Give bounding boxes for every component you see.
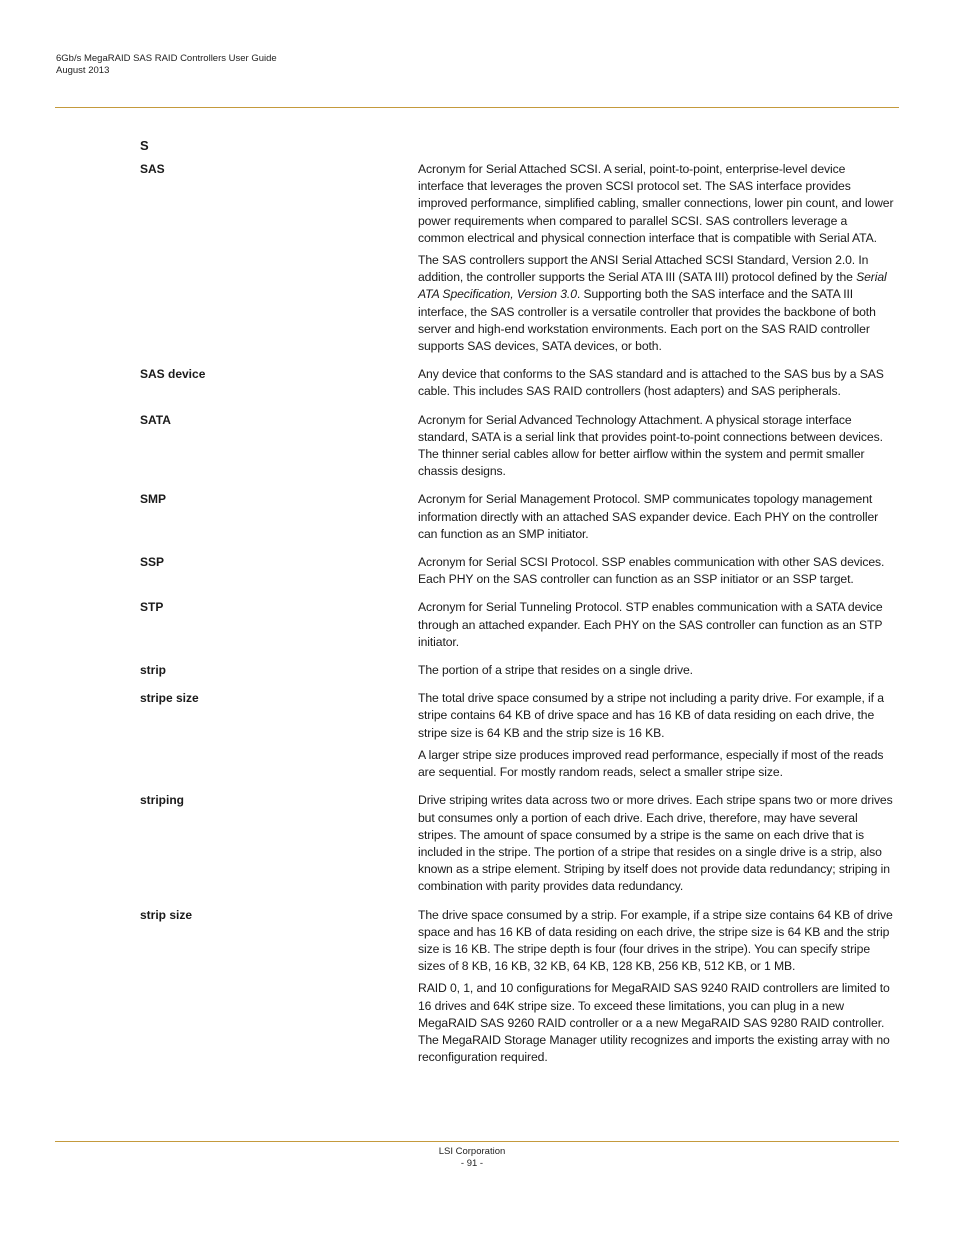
definition-text: Acronym for Serial Advanced Technology Attachment. A physical storage interface standard, SATA is a serial link that provides point-to-point connections between devices. The thinner serial cables allow for better airflow within the system and permit smaller chassis designs.: [418, 412, 883, 479]
glossary-term: striping: [140, 793, 184, 808]
cited-title: Serial ATA Specification, Version 3.0: [418, 270, 887, 302]
glossary-definition: [418, 412, 894, 486]
definition-text: The SAS controllers support the ANSI Serial Attached SCSI Standard, Version 2.0. In addition, the controller supports the Serial ATA III (SATA III) protocol defined by the: [418, 253, 869, 285]
glossary-term: SSP: [140, 555, 165, 570]
definition-paragraph: [418, 980, 894, 1066]
page-footer: [0, 1146, 944, 1170]
definition-paragraph: [418, 690, 894, 742]
glossary-entry: [140, 599, 898, 656]
definition-paragraph: [418, 907, 894, 976]
definition-text: . Supporting both the SAS interface and the SATA III interface, the SAS controller is a versatile controller that provides the backbone of both server and high-end workstation environments. Each port on the SAS RAID controller supports SAS devices, SATA devices, or both.: [418, 287, 876, 354]
glossary-term: SAS: [140, 162, 165, 176]
definition-paragraph: [418, 161, 894, 247]
definition-paragraph: [418, 491, 894, 543]
definition-paragraph: [418, 252, 894, 355]
glossary-term: strip size: [140, 907, 193, 922]
definition-text: Acronym for Serial Management Protocol. SMP communicates topology management information directly with an attached SAS expander device. Each PHY on the controller can function as an SMP initiator.: [418, 492, 879, 541]
definition-text: A larger stripe size produces improved read performance, especially if most of the reads are sequential. For mostly random reads, select a smaller stripe size.: [418, 747, 884, 780]
glossary-definition: [418, 599, 894, 656]
glossary-definition: [418, 662, 894, 684]
glossary-entry: [140, 792, 898, 900]
glossary-term: STP: [140, 600, 164, 615]
definition-text: Any device that conforms to the SAS standard and is attached to the SAS bus by a SAS cable. This includes SAS RAID controllers (host adapters) and SAS peripherals.: [418, 367, 884, 399]
definition-paragraph: [418, 747, 894, 781]
definition-text: The drive space consumed by a strip. For example, if a stripe size contains 64 KB of drive space and has 16 KB of data residing on each drive, the stripe size is 64 KB and the strip size is 16 KB. The stripe depth is four (four drives in the stripe). You can specify stripe sizes of 8 KB, 16 KB, 32 KB, 64 KB, 128 KB, 256 KB, 512 KB, or 1 MB.: [418, 907, 893, 974]
glossary-entry: [140, 412, 898, 486]
definition-paragraph: [418, 599, 894, 651]
glossary-entry: [140, 907, 898, 1072]
glossary-entry: [140, 491, 898, 548]
glossary-list: [140, 161, 898, 1077]
glossary-definition: [418, 690, 894, 786]
glossary-term: stripe size: [140, 691, 199, 706]
document-date: August 2013: [56, 65, 110, 76]
header-divider: [55, 107, 899, 108]
glossary-definition: [418, 907, 894, 1072]
glossary-definition: [418, 161, 894, 360]
section-letter: S: [140, 138, 149, 153]
glossary-entry: [140, 161, 898, 360]
document-title: 6Gb/s MegaRAID SAS RAID Controllers User Guide: [56, 53, 277, 64]
glossary-definition: [418, 554, 894, 593]
footer-company: LSI Corporation: [438, 1146, 506, 1157]
definition-paragraph: [418, 662, 894, 679]
definition-paragraph: [418, 412, 894, 481]
definition-paragraph: [418, 366, 894, 400]
glossary-term: SATA: [140, 412, 171, 427]
definition-paragraph: [418, 792, 894, 895]
definition-text: Acronym for Serial SCSI Protocol. SSP enables communication with other SAS devices. Each PHY on the SAS controller can function as an SSP initiator or an SSP target.: [418, 555, 885, 587]
definition-text: Acronym for Serial Attached SCSI. A serial, point-to-point, enterprise-level device interface that leverages the proven SCSI protocol set. The SAS interface provides improved performance, simplified cabling, smaller connections, lower pin count, and lower power requirements when compared to parallel SCSI. SAS controllers leverage a common electrical and physical connection interface that is compatible with Serial ATA.: [418, 162, 894, 245]
glossary-definition: [418, 366, 894, 405]
glossary-entry: [140, 366, 898, 405]
glossary-definition: [418, 792, 894, 900]
definition-text: Drive striping writes data across two or more drives. Each stripe spans two or more drives but consumes only a portion of each drive. Each drive, therefore, may have several stripes. The amount of space consumed by a stripe is the same on each drive that is included in the stripe. The portion of a stripe that resides on a single drive is a strip, also known as a stripe element. Striping by itself does not provide data redundancy; striping in combination with parity provides data redundancy.: [418, 793, 893, 894]
definition-text: The total drive space consumed by a stripe not including a parity drive. For example, if a stripe contains 64 KB of drive space and has 16 KB of data residing on each drive, the stripe size is 64 KB and the strip size is 16 KB.: [418, 691, 884, 740]
footer-divider: [55, 1141, 899, 1142]
glossary-term: SMP: [140, 492, 167, 507]
definition-text: The portion of a stripe that resides on a single drive.: [418, 663, 693, 678]
glossary-term: strip: [140, 663, 167, 678]
glossary-term: SAS device: [140, 367, 206, 382]
page-header: [56, 53, 277, 77]
glossary-entry: [140, 690, 898, 786]
definition-text: RAID 0, 1, and 10 configurations for MegaRAID SAS 9240 RAID controllers are limited to 16 drives and 64K stripe size. To exceed these limitations, you can plug in a new MegaRAID SAS 9260 RAID controller or a a new MegaRAID SAS 9280 RAID controller. The MegaRAID Storage Manager utility recognizes and imports the existing array with no reconfiguration required.: [418, 981, 890, 1065]
glossary-entry: [140, 662, 898, 684]
page-number: - 91 -: [460, 1158, 484, 1169]
glossary-entry: [140, 554, 898, 593]
definition-paragraph: [418, 554, 894, 588]
glossary-definition: [418, 491, 894, 548]
definition-text: Acronym for Serial Tunneling Protocol. STP enables communication with a SATA device through an attached expander. Each PHY on the SAS controller can function as an STP initiator.: [418, 600, 883, 649]
